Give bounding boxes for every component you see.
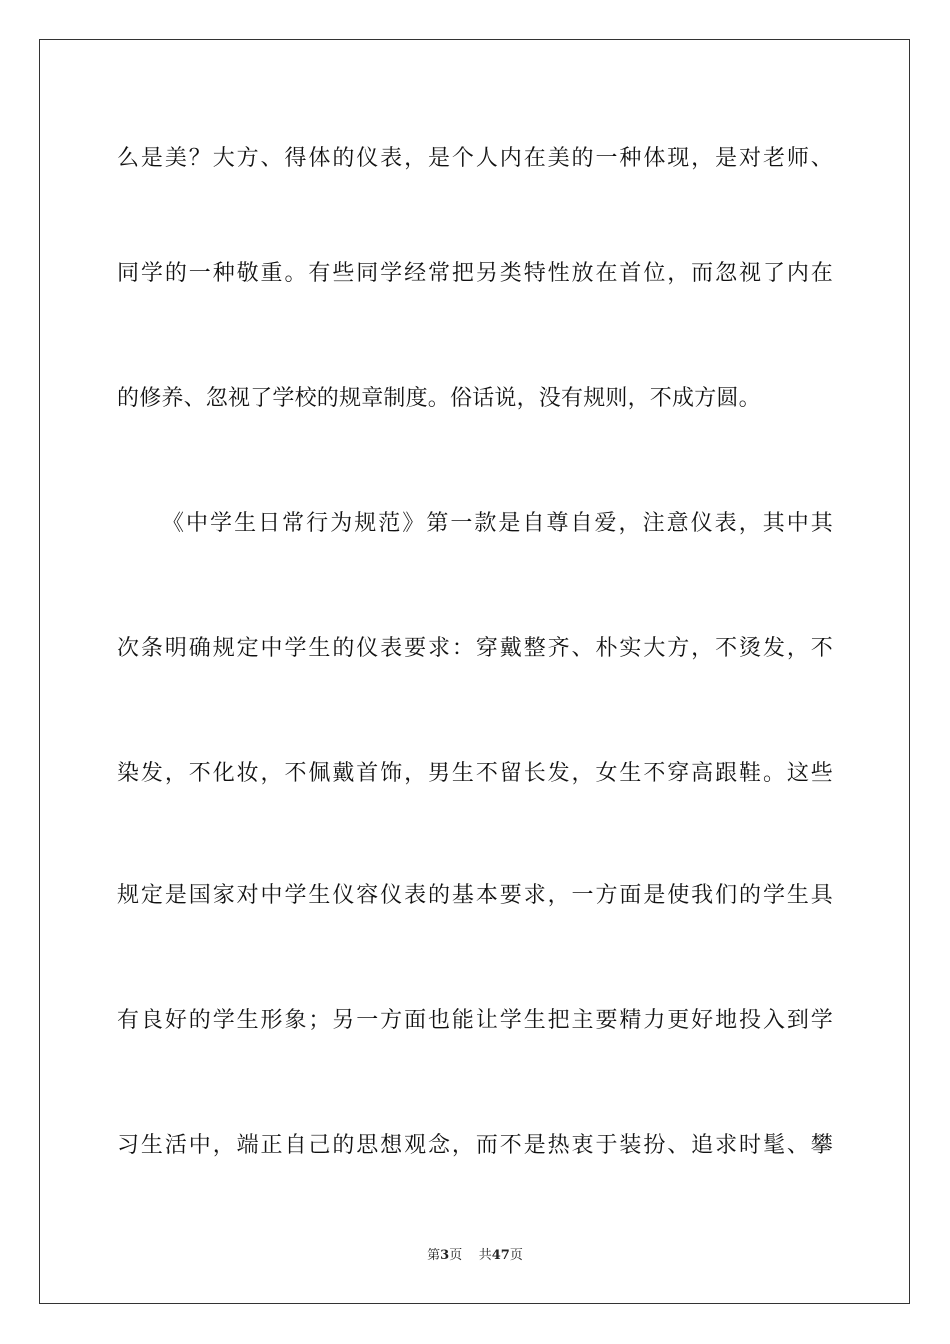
total-prefix: 共: [478, 1248, 492, 1263]
paragraph-line-3: 的修养、忽视了学校的规章制度。俗话说，没有规则，不成方圆。: [117, 386, 761, 411]
paragraph-line-5: 次条明确规定中学生的仪表要求：穿戴整齐、朴实大方，不烫发，不: [117, 636, 833, 661]
total-suffix: 页: [509, 1248, 523, 1263]
paragraph-line-2: 同学的一种敬重。有些同学经常把另类特性放在首位，而忽视了内在: [117, 261, 833, 286]
total-pages: 47: [491, 1248, 510, 1263]
paragraph-line-9: 习生活中，端正自己的思想观念，而不是热衷于装扮、追求时髦、攀: [117, 1133, 833, 1158]
page-number: 3: [440, 1248, 450, 1263]
paragraph-line-7: 规定是国家对中学生仪容仪表的基本要求，一方面是使我们的学生具: [117, 883, 833, 908]
page-footer: [0, 1247, 950, 1265]
page-prefix: 第: [427, 1248, 441, 1263]
page-suffix: 页: [449, 1248, 463, 1263]
paragraph-line-4: 《中学生日常行为规范》第一款是自尊自爱，注意仪表，其中其: [162, 511, 833, 536]
paragraph-line-6: 染发，不化妆，不佩戴首饰，男生不留长发，女生不穿高跟鞋。这些: [117, 761, 833, 786]
paragraph-line-8: 有良好的学生形象；另一方面也能让学生把主要精力更好地投入到学: [117, 1008, 833, 1033]
paragraph-line-1: 么是美？大方、得体的仪表，是个人内在美的一种体现，是对老师、: [117, 146, 833, 171]
page-border: [39, 39, 910, 1304]
